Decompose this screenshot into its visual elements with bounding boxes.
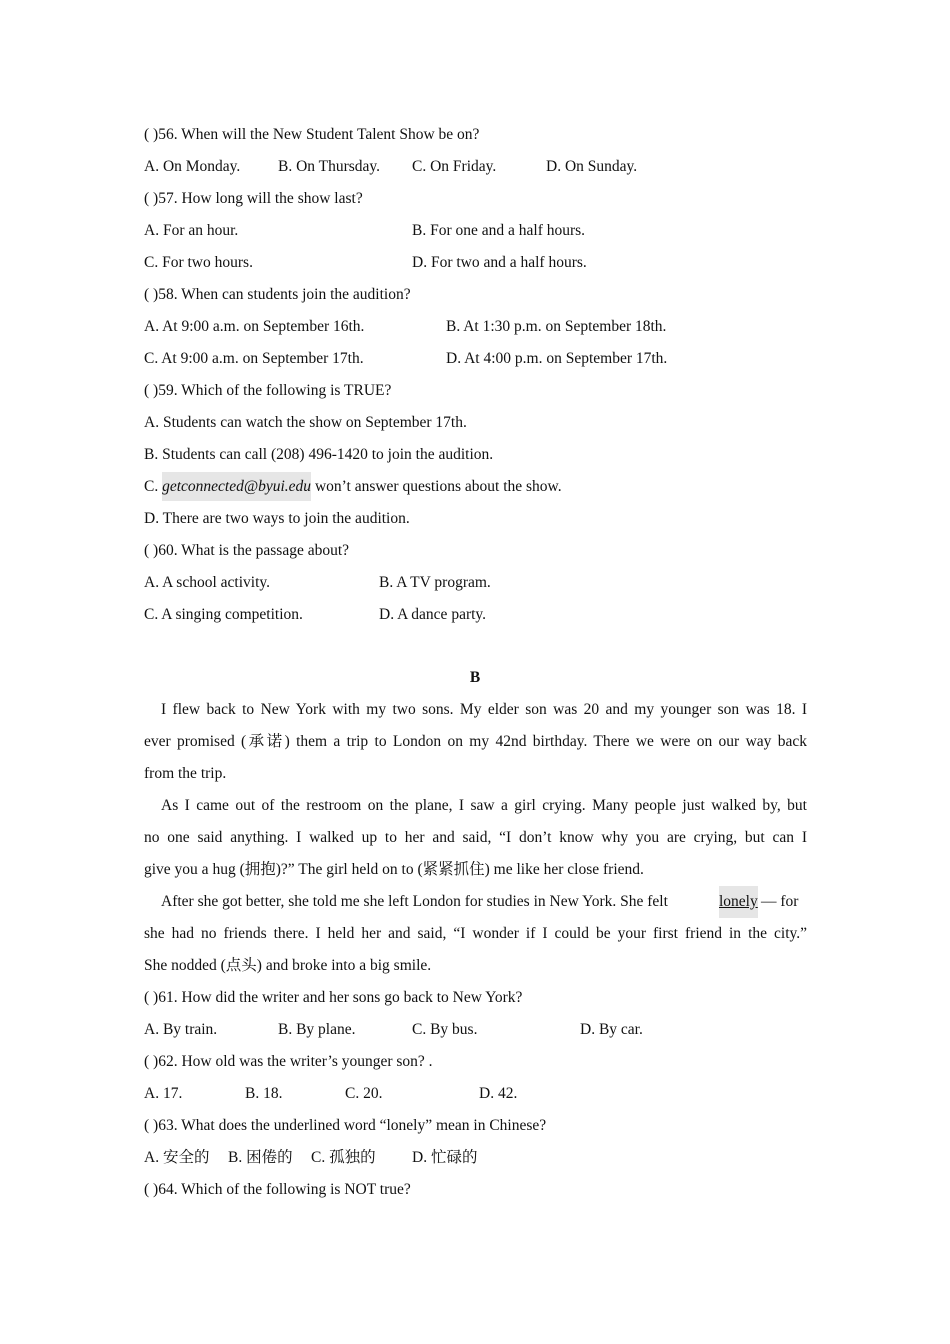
- question-62-stem: ( )62. How old was the writer’s younger son? .: [144, 1053, 433, 1070]
- question-59-option-c: [144, 477, 562, 497]
- question-59-stem: ( )59. Which of the following is TRUE?: [144, 382, 392, 399]
- question-57-stem: ( )57. How long will the show last?: [144, 190, 363, 207]
- question-56-option-c: C. On Friday.: [412, 158, 497, 175]
- question-62-option-c: C. 20.: [345, 1085, 383, 1102]
- passage-p3-line1-b: — for: [761, 893, 799, 910]
- question-61-option-a: A. By train.: [144, 1021, 218, 1038]
- question-61-stem: ( )61. How did the writer and her sons go back to New York?: [144, 989, 523, 1006]
- passage-p2-line3: give you a hug (拥抱)?” The girl held on to (紧紧抓住) me like her close friend.: [144, 861, 644, 878]
- question-61-option-d: D. By car.: [580, 1021, 643, 1038]
- section-b-heading: B: [469, 669, 481, 686]
- question-57-option-b: B. For one and a half hours.: [412, 222, 586, 239]
- question-64-stem: ( )64. Which of the following is NOT true?: [144, 1181, 411, 1198]
- question-58-option-c: C. At 9:00 a.m. on September 17th.: [144, 350, 364, 367]
- question-63-stem: ( )63. What does the underlined word “lonely” mean in Chinese?: [144, 1117, 547, 1134]
- option-c-prefix: C.: [144, 478, 163, 495]
- question-60-option-b: B. A TV program.: [379, 574, 491, 591]
- underlined-word-lonely: lonely: [719, 886, 758, 918]
- question-63-option-a: A. 安全的: [144, 1149, 210, 1166]
- question-56-option-b: B. On Thursday.: [278, 158, 381, 175]
- question-62-option-b: B. 18.: [245, 1085, 283, 1102]
- passage-p3-line3: She nodded (点头) and broke into a big smile.: [144, 957, 432, 974]
- question-61-option-c: C. By bus.: [412, 1021, 478, 1038]
- question-63-option-b: B. 困倦的: [228, 1149, 293, 1166]
- passage-p2-line2: no one said anything. I walked up to her and said, “I don’t know why you are crying, but can I: [144, 829, 807, 846]
- question-63-option-d: D. 忙碌的: [412, 1149, 478, 1166]
- option-c-suffix: won’t answer questions about the show.: [311, 478, 562, 495]
- question-57-option-c: C. For two hours.: [144, 254, 253, 271]
- question-60-option-a: A. A school activity.: [144, 574, 270, 591]
- question-56-option-a: A. On Monday.: [144, 158, 241, 175]
- question-58-option-a: A. At 9:00 a.m. on September 16th.: [144, 318, 365, 335]
- question-58-option-b: B. At 1:30 p.m. on September 18th.: [446, 318, 667, 335]
- passage-p3-line2: she had no friends there. I held her and said, “I wonder if I could be your first friend in the city.”: [144, 925, 807, 942]
- passage-p1-line1: I flew back to New York with my two sons. My elder son was 20 and my younger son was 18. I: [161, 701, 807, 718]
- question-58-stem: ( )58. When can students join the audition?: [144, 286, 411, 303]
- question-60-option-c: C. A singing competition.: [144, 606, 303, 623]
- question-57-option-a: A. For an hour.: [144, 222, 239, 239]
- question-62-option-a: A. 17.: [144, 1085, 183, 1102]
- question-59-option-d: D. There are two ways to join the audition.: [144, 510, 410, 527]
- question-56-option-d: D. On Sunday.: [546, 158, 638, 175]
- question-63-option-c: C. 孤独的: [311, 1149, 376, 1166]
- question-58-option-d: D. At 4:00 p.m. on September 17th.: [446, 350, 668, 367]
- question-57-option-d: D. For two and a half hours.: [412, 254, 587, 271]
- question-62-option-d: D. 42.: [479, 1085, 518, 1102]
- email-address: getconnected@byui.edu: [162, 472, 311, 501]
- passage-p3-line1-a: After she got better, she told me she left London for studies in New York. She felt: [161, 893, 668, 910]
- question-56-stem: ( )56. When will the New Student Talent Show be on?: [144, 126, 480, 143]
- question-59-option-b: B. Students can call (208) 496-1420 to join the audition.: [144, 446, 494, 463]
- passage-p1-line2: ever promised (承诺) them a trip to London on my 42nd birthday. There we were on our way back: [144, 733, 807, 750]
- passage-p2-line1: As I came out of the restroom on the plane, I saw a girl crying. Many people just walked by, but: [161, 797, 807, 814]
- passage-p1-line3: from the trip.: [144, 765, 227, 782]
- question-60-stem: ( )60. What is the passage about?: [144, 542, 350, 559]
- question-59-option-a: A. Students can watch the show on September 17th.: [144, 414, 467, 431]
- question-60-option-d: D. A dance party.: [379, 606, 487, 623]
- question-61-option-b: B. By plane.: [278, 1021, 356, 1038]
